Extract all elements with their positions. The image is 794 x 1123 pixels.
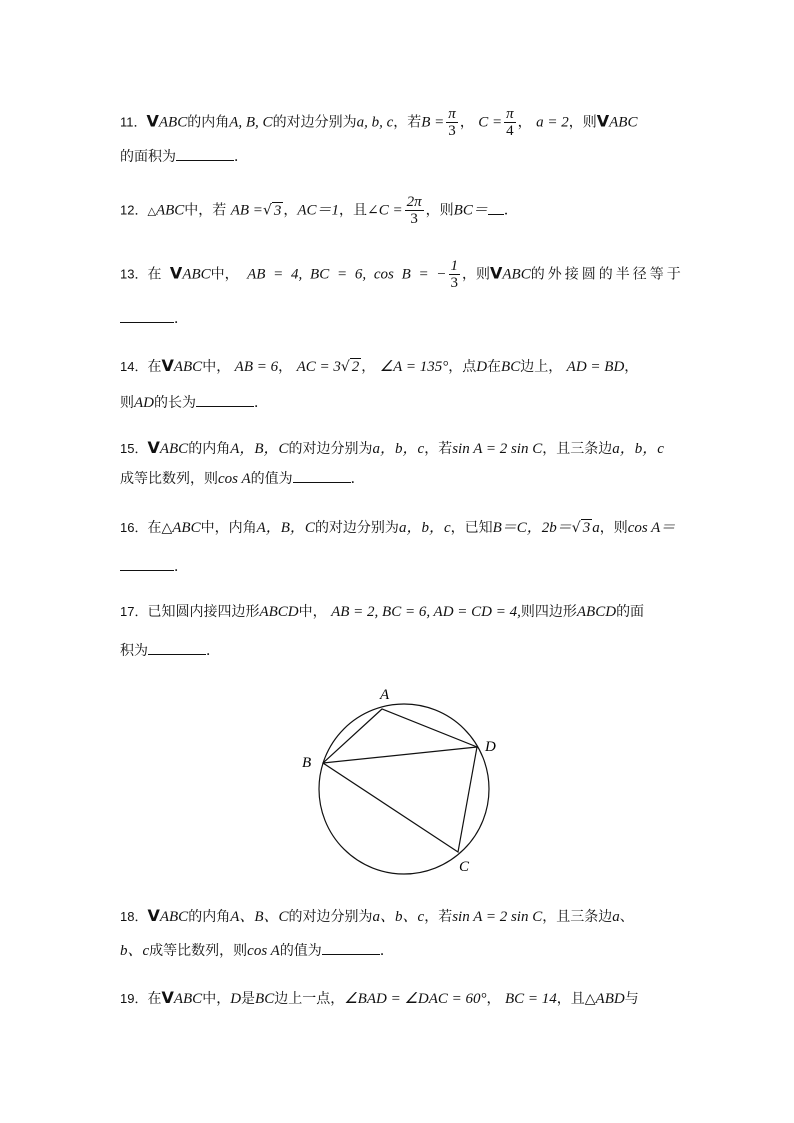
vars: A，B，C (230, 441, 289, 457)
answer-blank[interactable] (488, 200, 504, 215)
problem-18-line-1 (120, 906, 634, 927)
var: BC (501, 359, 521, 375)
equation: AD = BD (566, 359, 625, 375)
text: ． (350, 471, 365, 487)
text: 边上， (520, 359, 563, 375)
label-c: C (459, 859, 470, 875)
text: 的对边分别为 (288, 441, 373, 457)
triangle-name: ABC (159, 441, 189, 457)
var: AD (134, 395, 154, 411)
answer-blank[interactable] (322, 940, 380, 955)
denominator: 3 (450, 275, 458, 291)
text: ． (503, 202, 518, 219)
equation: AB = (230, 202, 263, 219)
numerator: π (506, 106, 514, 122)
text: 在 (147, 359, 162, 375)
vars: A、B、C (230, 909, 289, 925)
answer-blank[interactable] (293, 468, 351, 483)
problem-11-line-1 (120, 106, 637, 139)
text: ， (283, 202, 298, 219)
quad-name: ABCD (259, 604, 299, 620)
text: 中，若 (184, 202, 227, 219)
text: 在 (487, 359, 502, 375)
problem-19-line-1 (120, 988, 639, 1009)
problem-15-line-2 (120, 468, 365, 489)
quadrilateral (323, 709, 477, 852)
problem-15-line-1 (120, 438, 664, 459)
equation: cos A (247, 943, 280, 959)
triangle-name: ABC (609, 114, 638, 131)
problem-number: 16． (120, 520, 148, 535)
text: ，且△ (556, 991, 596, 1007)
answer-blank[interactable] (148, 640, 206, 655)
vars: a、b、c (372, 909, 425, 925)
triangle-symbol: V (146, 111, 159, 131)
triangle-name: ABC (158, 114, 188, 131)
text: ，点 (448, 359, 477, 375)
text: 中， (210, 266, 239, 283)
equation: cos A (218, 471, 251, 487)
problem-13-line-2 (120, 308, 188, 329)
text: ，且三条边 (542, 909, 613, 925)
text: 的长为 (154, 395, 196, 411)
text: 的对边分别为 (272, 114, 357, 131)
text: ， (517, 114, 532, 131)
triangle-symbol: V (161, 988, 174, 1007)
vars: a，b，c (612, 441, 664, 457)
text: 在 (147, 266, 162, 283)
text: 边上一点， (274, 991, 345, 1007)
text: ． (174, 559, 188, 575)
text: 中， (202, 991, 231, 1007)
text: ，则 (599, 520, 628, 536)
answer-blank[interactable] (120, 556, 174, 571)
problem-number: 18． (120, 909, 148, 924)
denominator: 3 (448, 123, 456, 139)
equation: AC = 3 (296, 359, 341, 375)
problem-number: 14． (120, 359, 148, 374)
problem-12-line-1: 12．△ABC中，若 AB =√ 3 ，AC＝1，且∠C = $\frac{2\pi}{3}$ ，则BC＝ ． (120, 194, 518, 227)
equation: ∠BAD = ∠DAC = 60° (344, 991, 487, 1007)
equation: AB = 2, BC = 6, AD = CD = 4, (331, 604, 521, 620)
text: 在 (147, 991, 162, 1007)
text: 的对边分别为 (288, 909, 373, 925)
text: ，则 (425, 202, 454, 219)
problem-number: 12． (120, 202, 148, 218)
vars: a，b，c (398, 520, 451, 536)
text: ． (234, 149, 248, 165)
text: ． (174, 311, 188, 327)
vars: b、c (120, 943, 150, 959)
text: ． (206, 643, 220, 659)
equation: sin A = 2 sin C (452, 441, 543, 457)
equation: BC = 14 (504, 991, 557, 1007)
numerator: 2π (406, 194, 422, 210)
triangle-name: ABC (172, 520, 201, 536)
equation: a = 2 (536, 114, 569, 131)
vars: A，B，C (256, 520, 315, 536)
text: 已知圆内接四边形 (147, 604, 260, 620)
vars: a, b, c (356, 114, 394, 131)
problem-16-line-2 (120, 556, 188, 577)
text: ， (278, 359, 293, 375)
answer-blank[interactable] (120, 308, 174, 323)
denominator: 3 (410, 211, 418, 227)
equation: B＝C，2b＝ (492, 520, 572, 536)
text: 的面积为 (120, 149, 176, 165)
text: 与 (624, 991, 639, 1007)
triangle-name: ABC (173, 359, 203, 375)
vars: a，b，c (372, 441, 425, 457)
text: ， (486, 991, 501, 1007)
text: ，若 (424, 909, 453, 925)
text: ，若 (393, 114, 422, 131)
equation: B = (421, 114, 445, 131)
problem-13-line-1 (120, 258, 684, 291)
problem-18-line-2 (120, 940, 394, 961)
vars: A, B, C (229, 114, 273, 131)
problem-11-line-2 (120, 146, 248, 167)
triangle-symbol: V (596, 111, 610, 131)
sqrt-radicand: 3 (273, 202, 282, 219)
problem-16-line-1: 16．在△ABC中，内角A，B，C的对边分别为a，b，c，已知B＝C，2b＝√ 3 a，则cos A＝ (120, 520, 676, 536)
problem-17-line-2 (120, 640, 220, 661)
triangle-symbol: V (147, 438, 160, 457)
fraction (449, 258, 461, 291)
text: 中，内角 (200, 520, 257, 536)
var: D (476, 359, 488, 375)
text: ， (459, 114, 474, 131)
triangle-name: ABD (595, 991, 625, 1007)
text: 的内角 (188, 909, 231, 925)
problem-number: 13． (120, 266, 148, 282)
equation: C = (478, 114, 503, 131)
cyclic-quadrilateral-figure (296, 680, 516, 880)
text: ，且三条边 (542, 441, 613, 457)
problem-17-line-1 (120, 602, 644, 622)
text: 的值为 (250, 471, 293, 487)
text: 、 (619, 909, 634, 925)
equation: cos A＝ (627, 520, 676, 536)
text: 的内角 (187, 114, 230, 131)
equation: sin A = 2 sin C (452, 909, 543, 925)
triangle-symbol: V (161, 356, 174, 375)
diagonal-bd (323, 747, 477, 763)
text: 则四边形 (520, 604, 577, 620)
equation: AB = 4, BC = 6, cos B = − (247, 266, 447, 283)
triangle-name: ABC (173, 991, 203, 1007)
var: a (612, 909, 620, 925)
fraction (504, 106, 516, 139)
problem-number: 17． (120, 604, 148, 619)
text: 中， (202, 359, 231, 375)
text: ， (361, 359, 376, 375)
equation: C = (378, 202, 403, 219)
equation: AC＝1 (297, 202, 340, 219)
text: 的面 (616, 604, 645, 620)
problem-number: 11． (120, 114, 147, 130)
text: 积为 (120, 643, 148, 659)
equation: BC＝ (453, 202, 488, 219)
text: 成等比数列，则 (149, 943, 248, 959)
text: 的对边分别为 (314, 520, 399, 536)
text: 的值为 (279, 943, 322, 959)
text: 的外接圆的半径等于 (530, 266, 684, 283)
text: 则 (120, 395, 134, 411)
triangle-name: ABC (155, 202, 185, 219)
label-d: D (485, 739, 496, 755)
answer-blank[interactable] (176, 146, 234, 161)
text: 的内角 (188, 441, 231, 457)
problem-14-line-2 (120, 392, 268, 413)
triangle-symbol: V (490, 263, 503, 283)
problem-number: 19． (120, 991, 148, 1006)
text: ，则 (462, 266, 490, 283)
text: ，且∠ (339, 202, 379, 219)
denominator: 4 (506, 123, 514, 139)
equation: AB = 6 (234, 359, 279, 375)
circumcircle (319, 704, 489, 874)
triangle-symbol: V (147, 906, 160, 925)
numerator: 1 (450, 258, 458, 274)
text: 在△ (147, 520, 173, 536)
text: 成等比数列，则 (120, 471, 218, 487)
label-a: A (380, 687, 390, 703)
var: a (592, 520, 600, 536)
triangle-name: ABC (159, 909, 189, 925)
text: ． (254, 395, 268, 411)
triangle-name: ABC (182, 266, 211, 283)
problem-number: 15． (120, 441, 148, 456)
fraction (405, 194, 424, 227)
answer-blank[interactable] (196, 392, 254, 407)
triangle-name: ABC (502, 266, 531, 283)
numerator: π (448, 106, 456, 122)
quad-name: ABCD (576, 604, 617, 620)
equation: ∠A = 135° (379, 359, 449, 375)
text: ，已知 (450, 520, 493, 536)
problem-14-line-1: 14．在VABC中， AB = 6， AC = 3√ 2 ， ∠A = 135°，点D在BC边上， AD = BD， (120, 356, 639, 375)
text: 是 (241, 991, 256, 1007)
text: 中， (298, 604, 327, 620)
text: ． (379, 943, 394, 959)
text: ，若 (424, 441, 453, 457)
text: ， (624, 359, 639, 375)
triangle-symbol: V (169, 263, 183, 283)
var: BC (255, 991, 275, 1007)
text: ，则 (568, 114, 597, 131)
var: D (230, 991, 242, 1007)
sqrt-radicand: 2 (351, 359, 360, 375)
sqrt-radicand: 3 (582, 520, 591, 536)
fraction (446, 106, 458, 139)
label-b: B (302, 755, 312, 771)
